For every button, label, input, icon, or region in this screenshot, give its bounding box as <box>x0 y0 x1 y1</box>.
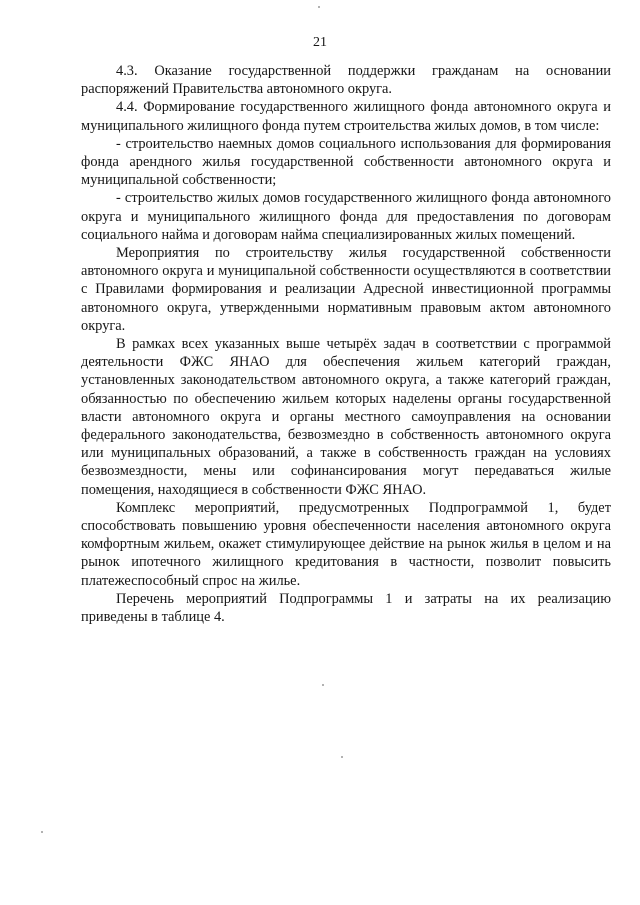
scan-speck <box>41 831 43 833</box>
page-number: 21 <box>313 35 327 50</box>
paragraph-fzhs-tasks: В рамках всех указанных выше четырёх задач в соответствии с программой деятельности ФЖС ЯНАО для обеспечения жильем категорий граждан, установленных законодательством автономного округа, а также категорий граждан, обязанностью по обеспечению жильем которых наделены органы государственной власти автономного округа и органы местного самоуправления на основании федерального законодательства, безвозмездно в собственность автономного округа или муниципальных образований, а также в собственность граждан на условиях безвозмездности, мены или софинансирования могут передаваться жилые помещения, находящиеся в собственности ФЖС ЯНАО. <box>81 336 611 498</box>
paragraph-4-3: 4.3. Оказание государственной поддержки гражданам на основании распоряжений Правительства автономного округа. <box>81 63 611 98</box>
paragraph-table-reference: Перечень мероприятий Подпрограммы 1 и затраты на их реализацию приведены в таблице 4. <box>81 590 611 626</box>
list-item-social-housing: - строительство жилых домов государственного жилищного фонда автономного округа и муниципального жилищного фонда для предоставления по договорам социального найма и договорам найма специализированных жилых помещений. <box>81 190 611 243</box>
paragraph-measures-complex: Комплекс мероприятий, предусмотренных Подпрограммой 1, будет способствовать повышению уровня обеспеченности населения автономного округа комфортным жильем, окажет стимулирующее действие на рынок жилья в целом и на рынок ипотечного жилищного кредитования в частности, позволит повысить платежеспособный спрос на жилье. <box>81 499 611 589</box>
scan-speck <box>341 756 343 758</box>
scan-speck <box>322 684 324 686</box>
scan-speck <box>318 6 320 8</box>
list-item-rental-housing: - строительство наемных домов социального использования для формирования фонда арендного жилья государственной собственности автономного округа и муниципальной собственности; <box>81 135 611 189</box>
document-body <box>81 62 611 626</box>
paragraph-construction-measures: Мероприятия по строительству жилья государственной собственности автономного округа и муниципальной собственности осуществляются в соответствии с Правилами формирования и реализации Адресной инвестиционной программы автономного округа, утвержденными нормативным правовым актом автономного округа. <box>81 245 611 334</box>
paragraph-4-4: 4.4. Формирование государственного жилищного фонда автономного округа и муниципального жилищного фонда путем строительства жилых домов, в том числе: <box>81 99 611 134</box>
